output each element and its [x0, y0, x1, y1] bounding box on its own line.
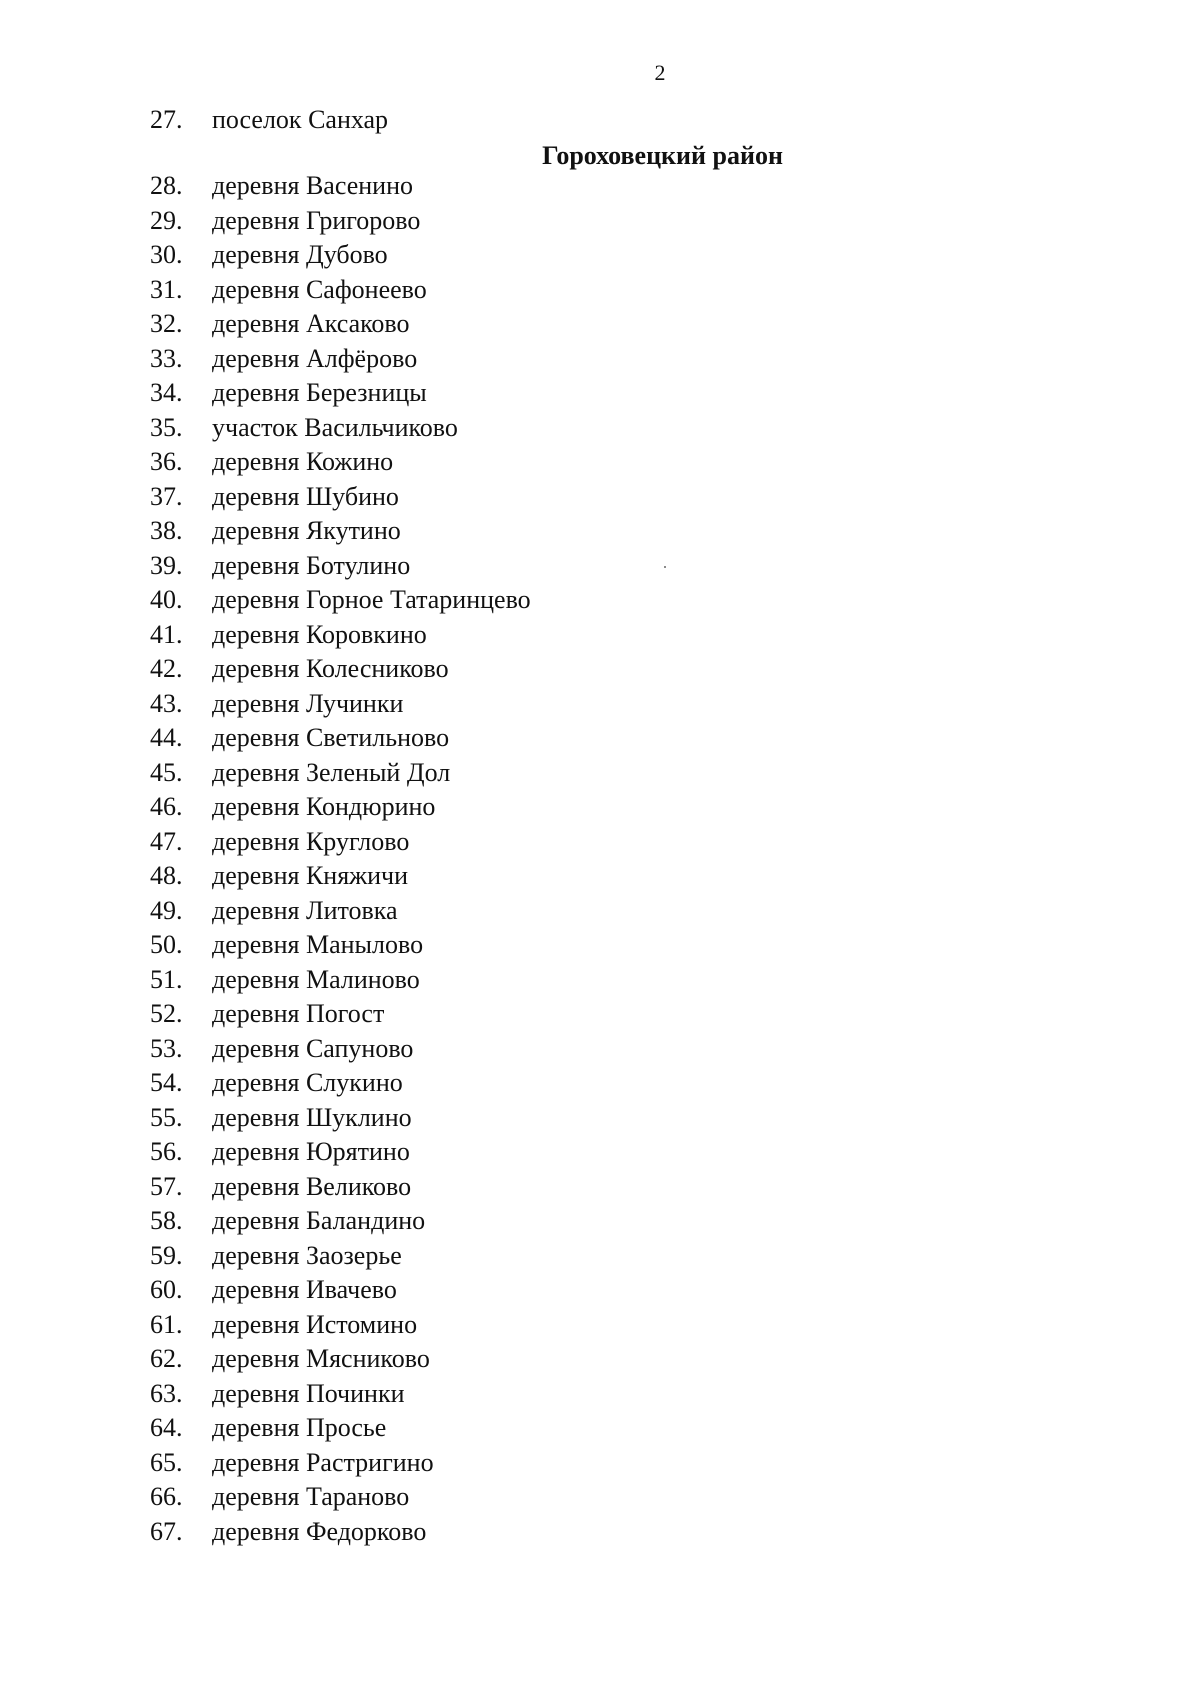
- list-item-name: деревня Сапуново: [212, 1033, 414, 1063]
- list-item-name: деревня Манылово: [212, 930, 424, 959]
- list-item-number: 30.: [150, 240, 183, 269]
- list-item-name: деревня Федорково: [212, 1516, 427, 1546]
- list-item-name: деревня Починки: [212, 1378, 405, 1408]
- list-item-number: 66.: [150, 1482, 183, 1511]
- list-item-number: 36.: [150, 447, 183, 476]
- list-item-name: деревня Княжичи: [212, 861, 409, 890]
- list-item-name: деревня Малиново: [212, 964, 420, 994]
- list-item-number: 37.: [150, 481, 183, 511]
- list-item-number: 28.: [150, 171, 183, 200]
- list-item-number: 63.: [150, 1378, 183, 1408]
- list-item-name: деревня Алфёрово: [212, 343, 418, 373]
- list-item-number: 34.: [150, 378, 183, 407]
- list-item-name: деревня Заозерье: [212, 1240, 402, 1270]
- list-item-name: деревня Мясниково: [212, 1344, 430, 1373]
- list-item-name: поселок Санхар: [212, 105, 389, 134]
- list-item-name: деревня Колесниково: [212, 654, 449, 683]
- list-item-number: 62.: [150, 1344, 183, 1373]
- list-item-number: 41.: [150, 619, 183, 649]
- list-item-number: 29.: [150, 205, 183, 235]
- list-item-number: 40.: [150, 585, 183, 614]
- list-item-name: деревня Юрятино: [212, 1137, 410, 1166]
- list-item-number: 35.: [150, 412, 183, 442]
- list-item-number: 56.: [150, 1137, 183, 1166]
- list-item-number: 38.: [150, 516, 183, 545]
- scan-speck: [664, 566, 666, 568]
- list-item-name: деревня Лучинки: [212, 688, 404, 718]
- list-item-name: деревня Растригино: [212, 1447, 434, 1477]
- list-item-number: 58.: [150, 1206, 183, 1235]
- list-item-number: 43.: [150, 688, 183, 718]
- list-item-name: деревня Шуклино: [212, 1102, 412, 1132]
- list-item-number: 27.: [150, 105, 183, 134]
- list-item-number: 65.: [150, 1447, 183, 1477]
- list-item-number: 49.: [150, 895, 183, 925]
- list-item-name: деревня Ивачево: [212, 1275, 397, 1304]
- list-item-number: 61.: [150, 1309, 183, 1339]
- list-item-number: 31.: [150, 274, 183, 304]
- list-item-number: 39.: [150, 550, 183, 580]
- list-item-name: деревня Григорово: [212, 205, 421, 235]
- list-item-name: деревня Истомино: [212, 1309, 418, 1339]
- list-item-name: деревня Шубино: [212, 481, 399, 511]
- list-item-number: 48.: [150, 861, 183, 890]
- list-item-number: 67.: [150, 1516, 183, 1546]
- list-item-number: 33.: [150, 343, 183, 373]
- list-item-name: деревня Просье: [212, 1413, 387, 1442]
- list-item-number: 47.: [150, 826, 183, 856]
- list-item-number: 46.: [150, 792, 183, 821]
- list-item-number: 52.: [150, 999, 183, 1028]
- list-item-name: деревня Баландино: [212, 1206, 426, 1235]
- list-item-name: деревня Слукино: [212, 1068, 403, 1097]
- section-heading: Гороховецкий район: [542, 141, 783, 170]
- list-item-number: 54.: [150, 1068, 183, 1097]
- list-item-number: 42.: [150, 654, 183, 683]
- list-item-name: деревня Погост: [212, 999, 385, 1028]
- list-item-name: деревня Аксаково: [212, 309, 410, 338]
- list-item-number: 44.: [150, 723, 183, 752]
- page-number: 2: [654, 60, 666, 85]
- list-item-name: деревня Ботулино: [212, 550, 411, 580]
- list-item-name: участок Васильчиково: [212, 412, 458, 442]
- list-item-name: деревня Кожино: [212, 447, 394, 476]
- list-item-name: деревня Горное Татаринцево: [212, 585, 531, 614]
- list-item-name: деревня Васенино: [212, 171, 413, 200]
- list-item-number: 51.: [150, 964, 183, 994]
- list-item-number: 50.: [150, 930, 183, 959]
- list-item-number: 57.: [150, 1171, 183, 1201]
- list-item-name: деревня Зеленый Дол: [212, 757, 451, 787]
- list-item-name: деревня Сафонеево: [212, 274, 427, 304]
- list-item-name: деревня Березницы: [212, 378, 427, 407]
- list-item-number: 60.: [150, 1275, 183, 1304]
- list-item-name: деревня Литовка: [212, 895, 398, 925]
- list-item-number: 53.: [150, 1033, 183, 1063]
- list-item-name: деревня Якутино: [212, 516, 401, 545]
- list-item-number: 32.: [150, 309, 183, 338]
- list-item-number: 45.: [150, 757, 183, 787]
- list-item-name: деревня Дубово: [212, 240, 388, 269]
- list-item-name: деревня Великово: [212, 1171, 412, 1201]
- list-item-name: деревня Тараново: [212, 1482, 410, 1511]
- list-item-name: деревня Кондюрино: [212, 792, 436, 821]
- list-item-name: деревня Круглово: [212, 826, 410, 856]
- list-item-number: 55.: [150, 1102, 183, 1132]
- list-item-number: 59.: [150, 1240, 183, 1270]
- list-item-number: 64.: [150, 1413, 183, 1442]
- list-item-name: деревня Коровкино: [212, 619, 427, 649]
- list-item-name: деревня Светильново: [212, 723, 450, 752]
